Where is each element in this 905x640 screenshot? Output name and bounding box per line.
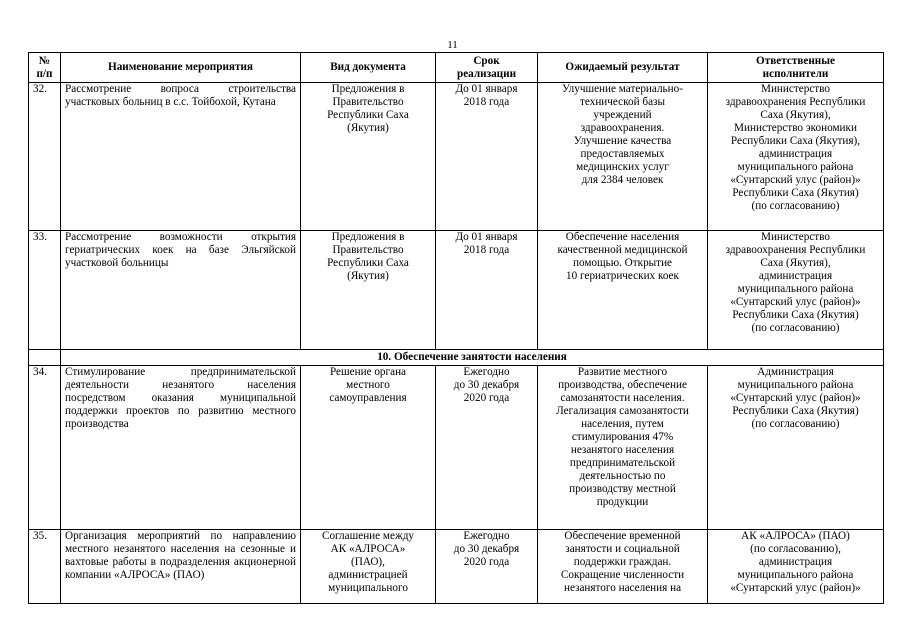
page-number: 11	[447, 39, 458, 51]
header-name: Наименование мероприятия	[61, 53, 301, 83]
row-term: Ежегодно до 30 декабря 2020 года	[436, 530, 538, 604]
row-responsible: Министерство здравоохранения Республики Саха (Якутия), администрация муниципального района «Сунтарский улус (район)» Республики Саха (Якутия) (по согласованию)	[708, 231, 884, 350]
row-responsible: Министерство здравоохранения Республики Саха (Якутия), Министерство экономики Республики Саха (Якутия), администрация муниципального района «Сунтарский улус (район)» Республики Саха (Якутия) (по согласованию)	[708, 83, 884, 231]
table-row	[29, 231, 884, 350]
header-responsible: Ответственные исполнители	[708, 53, 884, 83]
table-row	[29, 83, 884, 231]
row-term: До 01 января 2018 года	[436, 83, 538, 231]
row-name: Стимулирование предпринимательской деятельности незанятого населения посредством оказания муниципальной поддержки проектов по развитию местного производства	[61, 366, 301, 530]
row-term: До 01 января 2018 года	[436, 231, 538, 350]
table-row	[29, 366, 884, 530]
row-name: Рассмотрение вопроса строительства участковых больниц в с.с. Тойбохой, Кутана	[61, 83, 301, 231]
row-result: Улучшение материально- технической базы учреждений здравоохранения. Улучшение качества предоставляемых медицинских услуг для 2384 человек	[538, 83, 708, 231]
row-responsible: АК «АЛРОСА» (ПАО) (по согласованию), администрация муниципального района «Сунтарский улус (район)»	[708, 530, 884, 604]
row-result: Обеспечение населения качественной медицинской помощью. Открытие 10 гериатрических коек	[538, 231, 708, 350]
row-num: 34.	[29, 366, 61, 530]
row-num: 35.	[29, 530, 61, 604]
header-term: Срок реализации	[436, 53, 538, 83]
row-doc: Соглашение между АК «АЛРОСА» (ПАО), администрацией муниципального	[301, 530, 436, 604]
header-doc: Вид документа	[301, 53, 436, 83]
table-header-row	[29, 53, 884, 83]
section-num-cell	[29, 350, 61, 366]
row-name: Рассмотрение возможности открытия гериатрических коек на базе Эльгяйской участковой больницы	[61, 231, 301, 350]
header-result: Ожидаемый результат	[538, 53, 708, 83]
row-num: 32.	[29, 83, 61, 231]
header-num: № п/п	[29, 53, 61, 83]
measures-table	[28, 52, 884, 604]
row-doc: Предложения в Правительство Республики Саха (Якутия)	[301, 231, 436, 350]
section-row	[29, 350, 884, 366]
row-term: Ежегодно до 30 декабря 2020 года	[436, 366, 538, 530]
table-row	[29, 530, 884, 604]
row-responsible: Администрация муниципального района «Сунтарский улус (район)» Республики Саха (Якутия) (по согласованию)	[708, 366, 884, 530]
row-num: 33.	[29, 231, 61, 350]
row-doc: Предложения в Правительство Республики Саха (Якутия)	[301, 83, 436, 231]
row-doc: Решение органа местного самоуправления	[301, 366, 436, 530]
row-result: Обеспечение временной занятости и социальной поддержки граждан. Сокращение численности незанятого населения на	[538, 530, 708, 604]
section-title: 10. Обеспечение занятости населения	[61, 350, 884, 366]
row-result: Развитие местного производства, обеспечение самозанятости населения. Легализация самозанятости населения, путем стимулирования 47% незанятого населения предпринимательской деятельностью по производству местной продукции	[538, 366, 708, 530]
row-name: Организация мероприятий по направлению местного незанятого населения на сезонные и вахтовые работы в подразделения акционерной компании «АЛРОСА» (ПАО)	[61, 530, 301, 604]
